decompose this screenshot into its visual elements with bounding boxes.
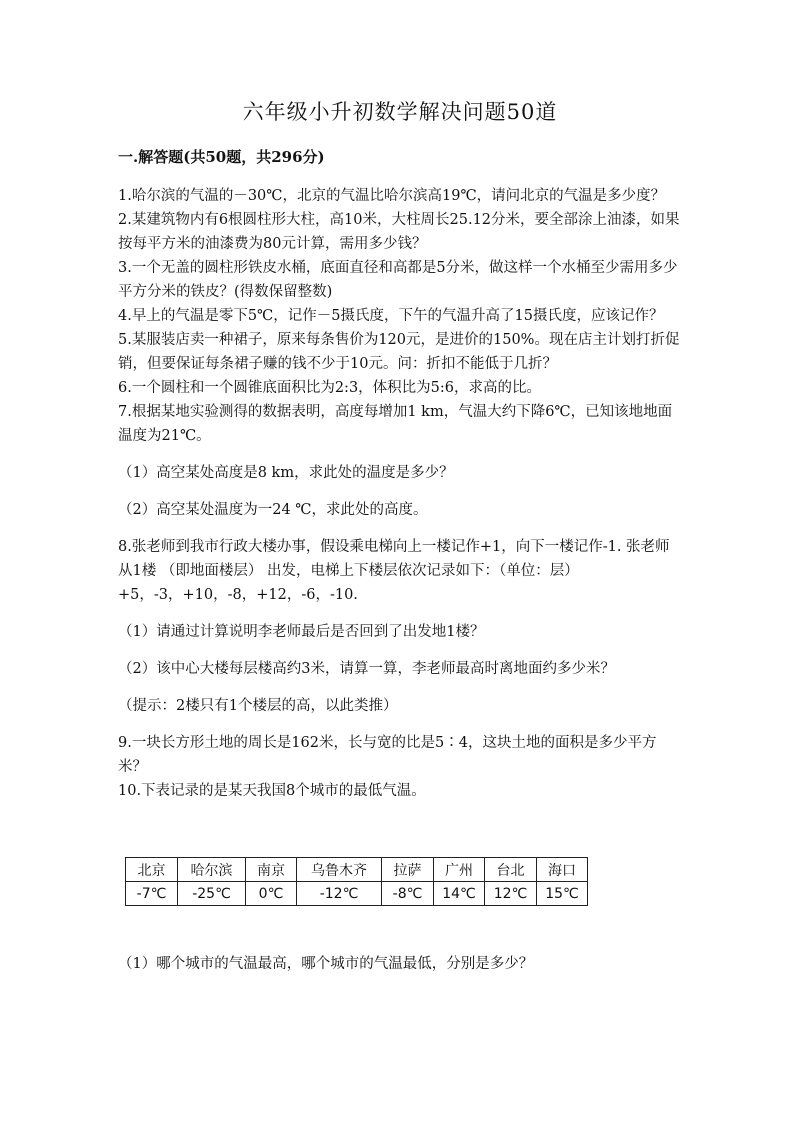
problem-8-question-1: （1）请通过计算说明李老师最后是否回到了出发地1楼？	[118, 624, 485, 640]
temperature-cell: -7℃	[126, 882, 178, 906]
problem-1: 1.哈尔滨的气温的－30℃，北京的气温比哈尔滨高19℃，请问北京的气温是多少度？	[118, 188, 666, 204]
temperature-cell: 14℃	[434, 882, 485, 906]
problem-7: 7.根据某地实验测得的数据表明，高度每增加1 km，气温大约下降6℃，已知该地地面温度为21℃。	[118, 404, 673, 444]
temperature-cell: 12℃	[485, 882, 537, 906]
city-cell: 台北	[485, 858, 537, 882]
city-cell: 乌鲁木齐	[297, 858, 382, 882]
city-cell: 南京	[246, 858, 297, 882]
problem-6: 6.一个圆柱和一个圆锥底面积比为2:3，体积比为5:6，求高的比。	[118, 380, 542, 396]
problem-8-question-2: （2）该中心大楼每层楼高约3米，请算一算，李老师最高时离地面约多少米？	[118, 661, 615, 677]
problem-2: 2.某建筑物内有6根圆柱形大柱，高10米，大柱周长25.12分米，要全部涂上油漆，如果按每平方米的油漆费为80元计算，需用多少钱？	[118, 212, 680, 252]
temperature-cell: 15℃	[537, 882, 588, 906]
temperature-row	[126, 882, 588, 906]
problem-7-question-2: （2）高空某处温度为一24 ℃，求此处的高度。	[118, 502, 428, 518]
page-title: 六年级小升初数学解决问题50道	[242, 100, 558, 124]
problem-10-question-1: （1）哪个城市的气温最高，哪个城市的气温最低，分别是多少？	[118, 956, 534, 972]
city-cell: 拉萨	[382, 858, 434, 882]
city-cell: 海口	[537, 858, 588, 882]
problem-7-question-1: （1）高空某处高度是8 km，求此处的温度是多少？	[118, 465, 454, 481]
problem-8-hint: （提示：2楼只有1个楼层的高，以此类推）	[118, 698, 398, 714]
problem-4: 4.早上的气温是零下5℃，记作－5摄氏度，下午的气温升高了15摄氏度，应该记作？	[118, 308, 664, 324]
problem-5: 5.某服装店卖一种裙子，原来每条售价为120元，是进价的150%。现在店主计划打折促销，但要保证每条裙子赚的钱不少于10元。问：折扣不能低于几折？	[118, 332, 680, 372]
city-cell: 北京	[126, 858, 178, 882]
problem-10: 10.下表记录的是某天我国8个城市的最低气温。	[118, 783, 426, 799]
temperature-cell: 0℃	[246, 882, 297, 906]
temperature-cell: -8℃	[382, 882, 434, 906]
city-cell: 广州	[434, 858, 485, 882]
problem-9: 9.一块长方形土地的周长是162米，长与宽的比是5∶4，这块土地的面积是多少平方米？	[118, 735, 657, 775]
city-temperature-table	[125, 857, 588, 906]
temperature-cell: -12℃	[297, 882, 382, 906]
problem-8: 8.张老师到我市行政大楼办事，假设乘电梯向上一楼记作+1，向下一楼记作-1. 张老师从1楼 （即地面楼层） 出发，电梯上下楼层依次记录如下：（单位：层）+5，-3，+10，-8，+12，-6，-10.	[118, 539, 670, 603]
temperature-cell: -25℃	[178, 882, 246, 906]
city-cell: 哈尔滨	[178, 858, 246, 882]
problem-list	[118, 184, 684, 803]
section-heading: 一.解答题(共50题，共296分)	[118, 148, 325, 166]
problem-3: 3.一个无盖的圆柱形铁皮水桶，底面直径和高都是5分米，做这样一个水桶至少需用多少平方分米的铁皮？(得数保留整数)	[118, 260, 678, 300]
city-row	[126, 858, 588, 882]
